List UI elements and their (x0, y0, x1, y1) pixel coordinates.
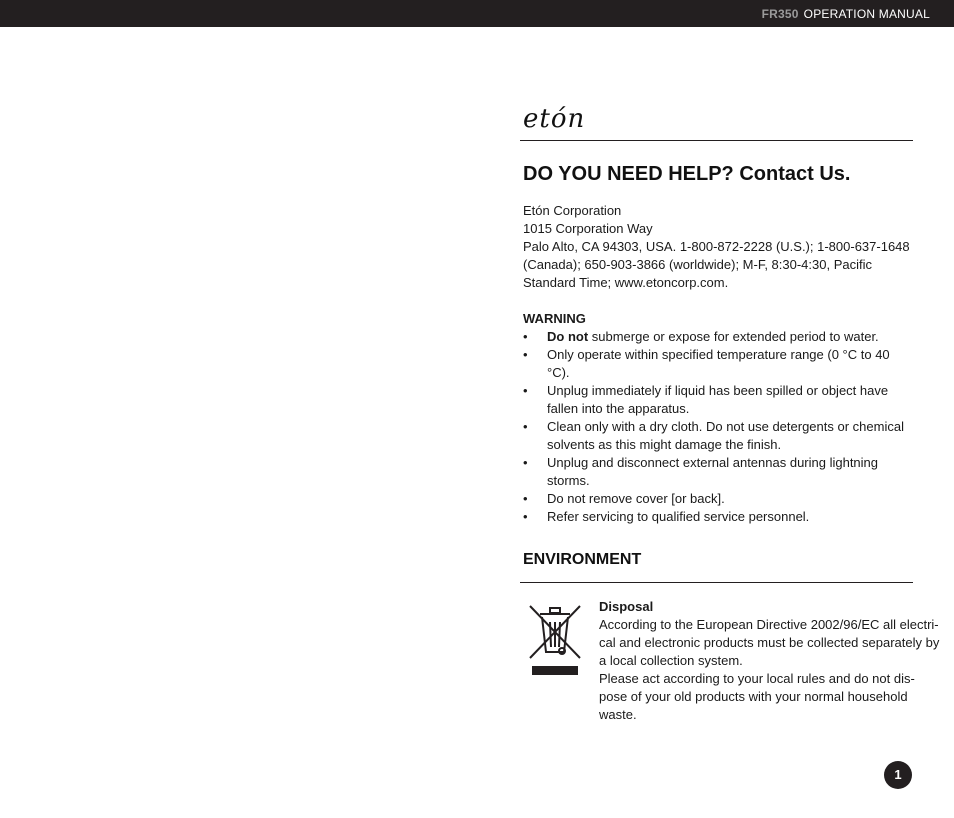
warning-item: • Only operate within specified temperature range (0 °C to 40 °C). (523, 346, 915, 382)
warning-section (523, 310, 915, 526)
address-line: 1015 Corporation Way (523, 221, 653, 236)
help-heading: DO YOU NEED HELP? Contact Us. (523, 163, 851, 185)
warning-item: • Unplug and disconnect external antennas during lightning storms. (523, 454, 915, 490)
warning-item (523, 328, 915, 346)
disposal-line: According to the European Directive 2002/96/EC all electri- (599, 617, 939, 632)
disposal-line: cal and electronic products must be collected separately by (599, 635, 940, 650)
warning-emphasis: Do not (547, 329, 589, 344)
disposal-line: Please act according to your local rules and do not dis- (599, 671, 915, 686)
header-bar (0, 0, 954, 27)
address-line: Palo Alto, CA 94303, USA. 1-800-872-2228 (U.S.); 1-800-637-1648 (523, 239, 910, 254)
warning-item: • Do not remove cover [or back]. (523, 490, 915, 508)
warning-item: • Unplug immediately if liquid has been spilled or object have fallen into the apparatus. (523, 382, 915, 418)
contact-address (523, 202, 915, 292)
disposal-line: pose of your old products with your normal household (599, 689, 908, 704)
header-text (762, 7, 930, 21)
disposal-section (599, 598, 940, 724)
address-line: Standard Time; www.etoncorp.com. (523, 275, 729, 290)
logo-divider (520, 140, 913, 141)
environment-heading: ENVIRONMENT (523, 551, 642, 568)
warning-title: WARNING (523, 311, 586, 326)
warning-list (523, 328, 915, 526)
address-line: Etón Corporation (523, 203, 622, 218)
environment-divider (520, 582, 913, 583)
disposal-line: waste. (599, 707, 637, 722)
page-number-badge: 1 (884, 761, 912, 789)
disposal-title: Disposal (599, 599, 654, 614)
eton-logo: etón (523, 104, 586, 134)
warning-text: submerge or expose for extended period to water. (588, 329, 879, 344)
address-line: (Canada); 650-903-3866 (worldwide); M-F, 8:30-4:30, Pacific (523, 257, 873, 272)
warning-item: • Refer servicing to qualified service personnel. (523, 508, 915, 526)
warning-item: • Clean only with a dry cloth. Do not use detergents or chemical solvents as this might damage the finish. (523, 418, 915, 454)
disposal-line: a local collection system. (599, 653, 743, 668)
manual-title: OPERATION MANUAL (803, 7, 930, 21)
model-name: FR350 (761, 7, 799, 21)
crossed-out-wheelie-bin-icon (526, 600, 584, 676)
